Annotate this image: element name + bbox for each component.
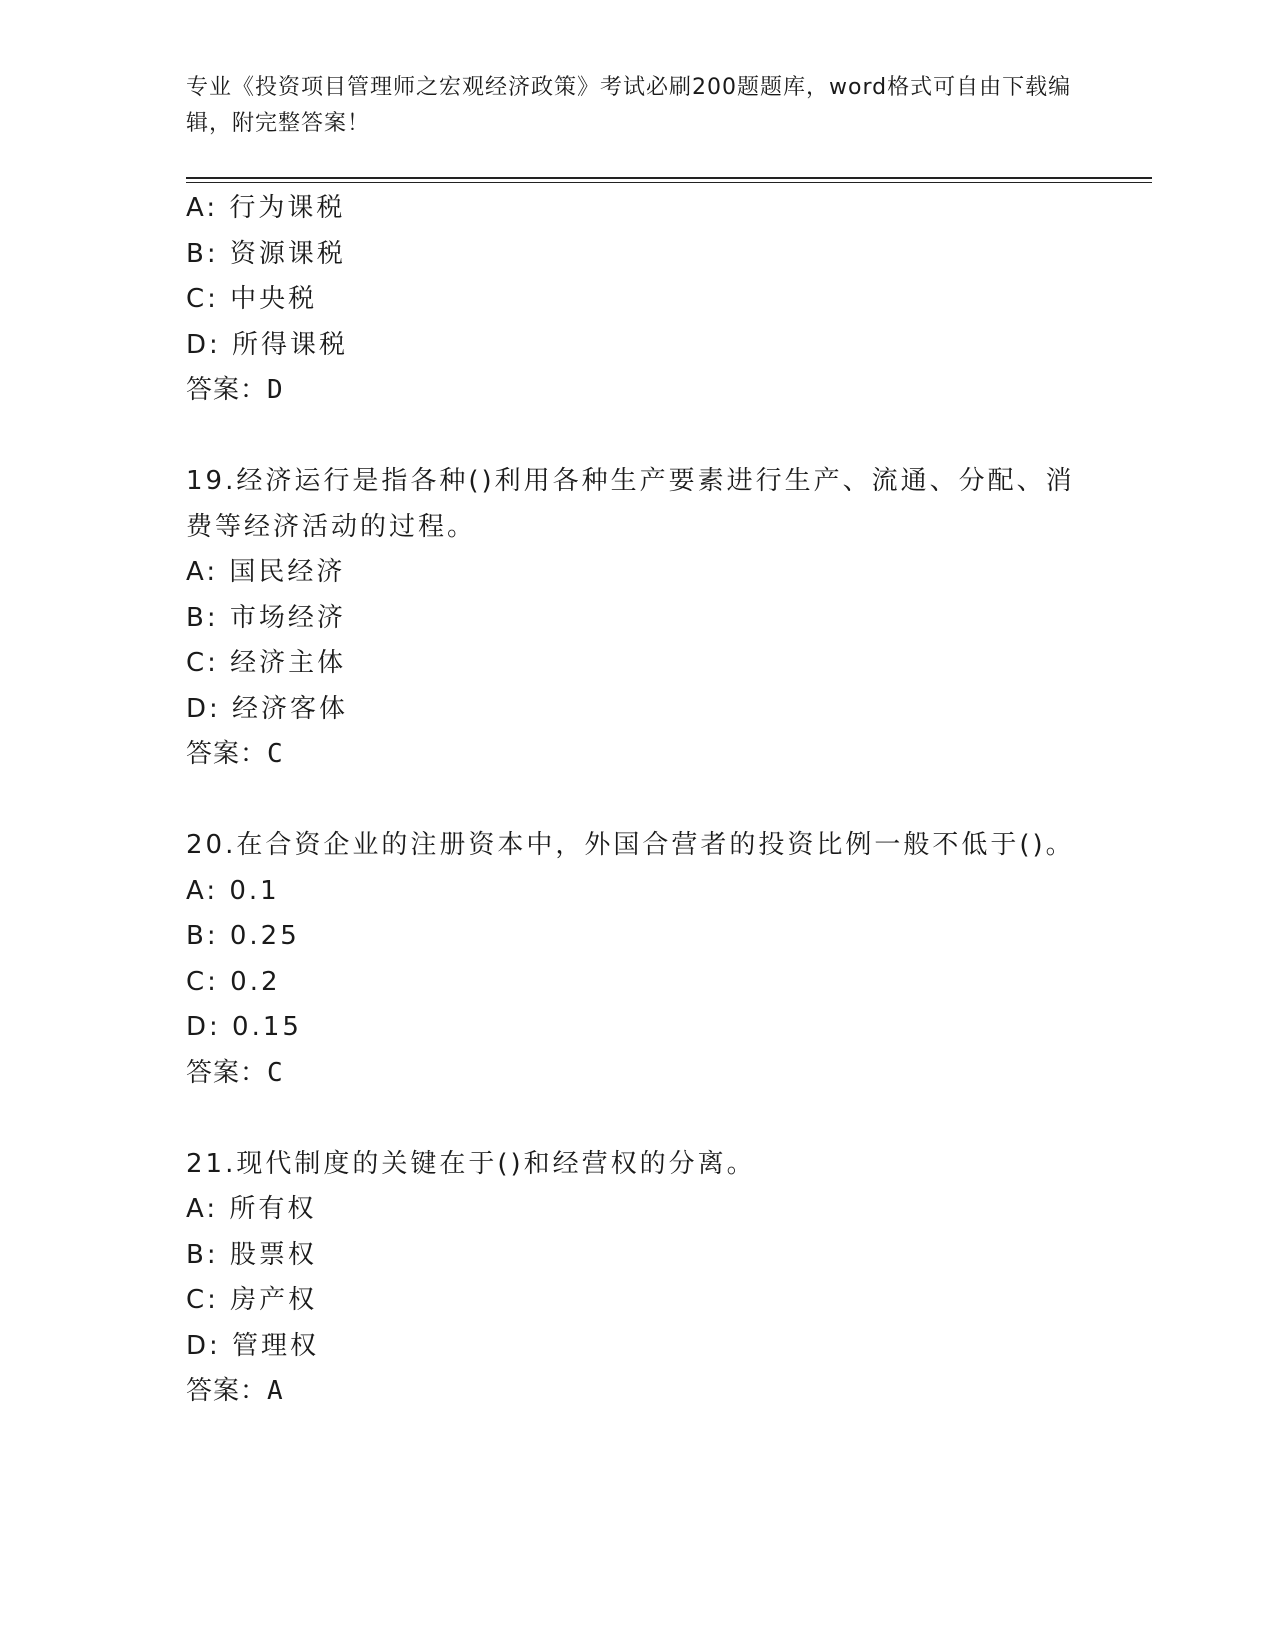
answer-line: 答案：A: [186, 1376, 284, 1406]
option-c: C: 经济主体: [186, 648, 347, 678]
option-d: D: 经济客体: [186, 693, 349, 724]
answer-line: 答案：C: [186, 1057, 284, 1088]
option-c: C: 中央税: [186, 284, 318, 314]
option-c: C: 房产权: [186, 1285, 318, 1315]
option-a: A: 行为课税: [186, 193, 346, 223]
answer-line: 答案：C: [186, 739, 284, 769]
option-d: D: 0.15: [186, 1012, 302, 1042]
option-d: D: 所得课税: [186, 329, 349, 360]
question-21: [186, 1142, 1106, 1415]
option-a: A: 所有权: [186, 1194, 317, 1224]
question-list: [186, 186, 1106, 1415]
option-c: C: 0.2: [186, 966, 281, 997]
option-a: A: 国民经济: [186, 557, 346, 587]
question-18: [186, 186, 1106, 414]
question-19: [186, 459, 1106, 778]
question-stem: 21.现代制度的关键在于()和经营权的分离。: [186, 1148, 756, 1179]
document-intro: 专业《投资项目管理师之宏观经济政策》考试必刷200题题库，word格式可自由下载编辑，附完整答案！: [186, 75, 1072, 136]
header-rule-thin: [186, 182, 1152, 183]
question-stem-continued: 费等经济活动的过程。: [186, 511, 477, 542]
option-d: D: 管理权: [186, 1330, 320, 1361]
option-b: B: 股票权: [186, 1239, 317, 1270]
answer-line: 答案：D: [186, 375, 284, 405]
question-stem: 19.经济运行是指各种()利用各种生产要素进行生产、流通、分配、消: [186, 466, 1075, 496]
header-rule-thick: [186, 177, 1152, 179]
option-b: B: 市场经济: [186, 602, 346, 633]
option-b: B: 资源课税: [186, 238, 346, 269]
option-a: A: 0.1: [186, 875, 280, 906]
question-20: [186, 823, 1106, 1096]
option-b: B: 0.25: [186, 921, 300, 951]
question-stem: 20.在合资企业的注册资本中，外国合营者的投资比例一般不低于()。: [186, 830, 1075, 860]
